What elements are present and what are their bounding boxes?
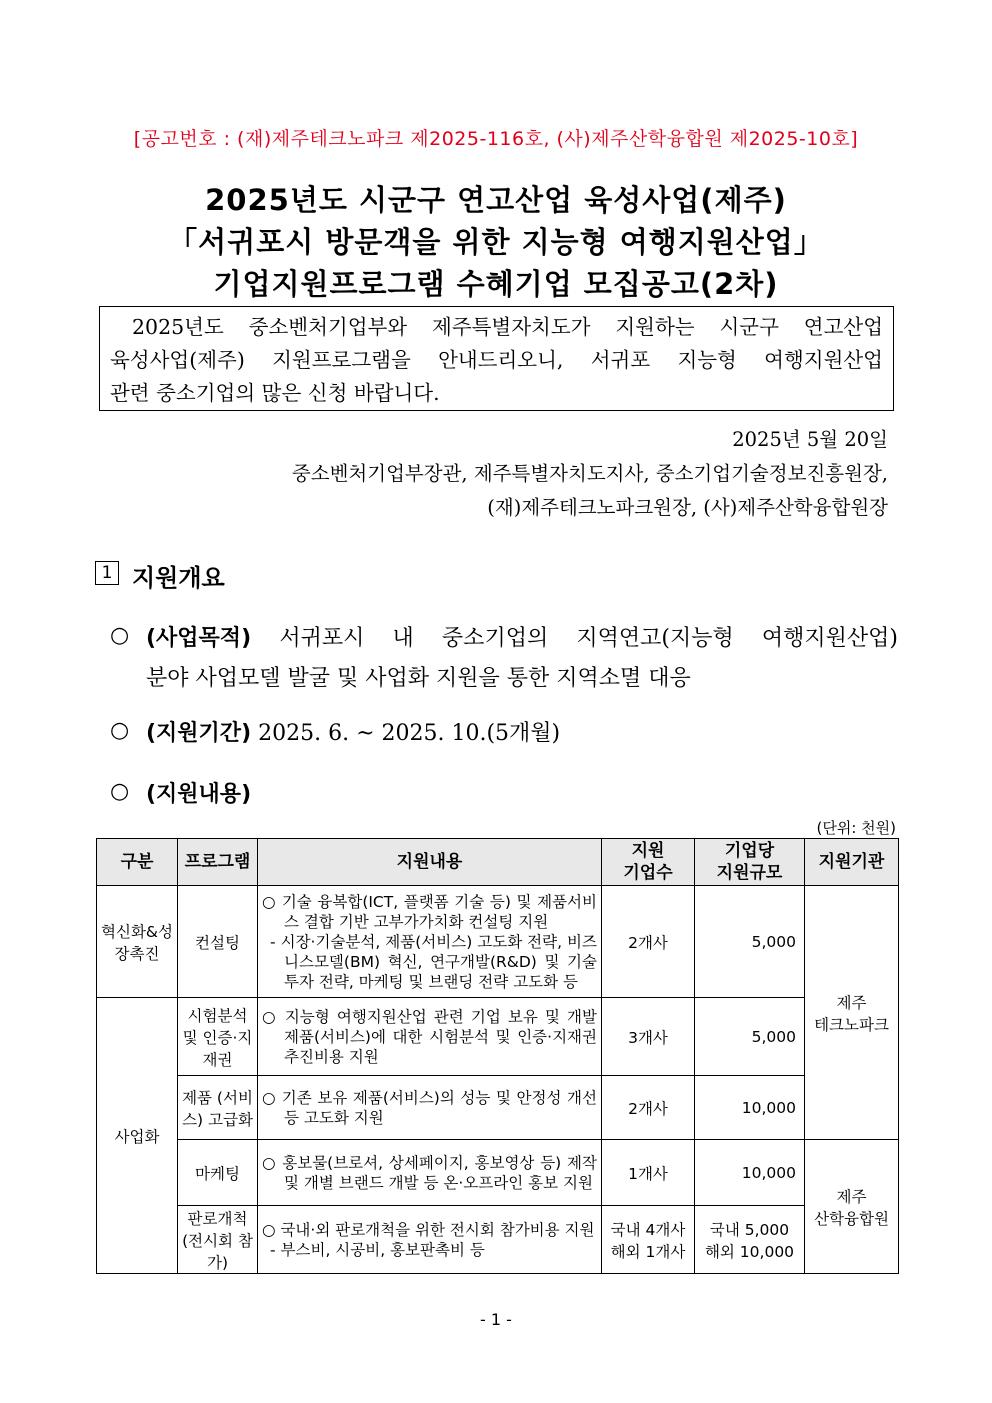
table-row bbox=[97, 998, 899, 1076]
content-cell bbox=[258, 886, 602, 998]
content-cell bbox=[258, 1206, 602, 1274]
table-header-row bbox=[97, 839, 899, 886]
content-subitem: - 시장·기술분석, 제품(서비스) 고도화 전략, 비즈니스모델(BM) 혁신, 연구개발(R&D) 및 기술투자 전략, 마케팅 및 브랜딩 전략 고도화 등 bbox=[270, 932, 597, 991]
scale-cell: 10,000 bbox=[695, 1140, 805, 1206]
category-innovation: 혁신화&성장촉진 bbox=[101, 922, 173, 963]
signatories-line-2: (재)제주테크노파크원장, (사)제주산학융합원장 bbox=[487, 496, 888, 519]
agency-cell-iuc bbox=[805, 1140, 899, 1274]
content-cell bbox=[258, 1140, 602, 1206]
table-row bbox=[97, 1076, 899, 1140]
table-row bbox=[97, 1140, 899, 1206]
unit-note: (단위: 천원) bbox=[816, 819, 896, 837]
count-cell: 2개사 bbox=[602, 1076, 695, 1140]
header-scale: 기업당 지원규모 bbox=[695, 839, 805, 886]
announcement-date: 2025년 5월 20일 bbox=[732, 428, 888, 451]
bullet-icon: ○ bbox=[110, 779, 130, 804]
content-item: ○ 기술 융복합(ICT, 플랫폼 기술 등) 및 제품서비스 결합 기반 고부가가치화 컨설팅 지원 bbox=[262, 892, 597, 931]
title-line-2: 「서귀포시 방문객을 위한 지능형 여행지원산업」 bbox=[168, 225, 824, 259]
signatories-line-1: 중소벤처기업부장관, 제주특별자치도지사, 중소기업기술정보진흥원장, bbox=[291, 462, 888, 485]
support-table bbox=[96, 838, 899, 1274]
agency-cell-tp bbox=[805, 886, 899, 1140]
purpose-label: (사업목적) bbox=[146, 626, 252, 651]
purpose-line-1 bbox=[146, 621, 898, 652]
category-commercial: 사업화 bbox=[114, 1127, 160, 1146]
agency-iuc: 제주 산학융합원 bbox=[814, 1187, 889, 1228]
table-row bbox=[97, 886, 899, 998]
program-cell: 시험분석 및 인증·지재권 bbox=[178, 998, 258, 1076]
notice-number: [공고번호 : (재)제주테크노파크 제2025-116호, (사)제주산학융합원 제2025-10호] bbox=[133, 128, 859, 150]
scale-cell: 국내 5,000 해외 10,000 bbox=[695, 1206, 805, 1274]
category-cell bbox=[97, 998, 178, 1274]
bullet-icon: ○ bbox=[110, 718, 130, 743]
header-content: 지원내용 bbox=[258, 839, 602, 886]
header-count: 지원 기업수 bbox=[602, 839, 695, 886]
content-item: ○ 국내·외 판로개척을 위한 전시회 참가비용 지원 bbox=[262, 1220, 595, 1239]
content-item: ○ 홍보물(브로셔, 상세페이지, 홍보영상 등) 제작 및 개별 브랜드 개발 등 온·오프라인 홍보 지원 bbox=[262, 1153, 597, 1192]
program-cell: 마케팅 bbox=[178, 1140, 258, 1206]
content-item: ○ 기존 보유 제품(서비스)의 성능 및 안정성 개선 등 고도화 지원 bbox=[262, 1088, 597, 1127]
purpose-line-2: 분야 사업모델 발굴 및 사업화 지원을 통한 지역소멸 대응 bbox=[146, 666, 691, 691]
purpose-text-1: 서귀포시 내 중소기업의 지역연고(지능형 여행지원산업) bbox=[279, 626, 898, 651]
table-row bbox=[97, 1206, 899, 1274]
scale-cell: 5,000 bbox=[695, 886, 805, 998]
title-line-3: 기업지원프로그램 수혜기업 모집공고(2차) bbox=[213, 267, 779, 301]
content-item: ○ 지능형 여행지원산업 관련 기업 보유 및 개발 제품(서비스)에 대한 시험분석 및 인증·지재권 추진비용 지원 bbox=[262, 1007, 597, 1066]
count-cell: 1개사 bbox=[602, 1140, 695, 1206]
section-number-box: 1 bbox=[95, 561, 119, 585]
bullet-icon: ○ bbox=[110, 623, 130, 648]
content-line bbox=[146, 777, 251, 808]
category-cell bbox=[97, 886, 178, 998]
header-category: 구분 bbox=[97, 839, 178, 886]
period-line bbox=[146, 716, 560, 747]
header-agency: 지원기관 bbox=[805, 839, 899, 886]
program-cell: 컨설팅 bbox=[178, 886, 258, 998]
scale-cell: 10,000 bbox=[695, 1076, 805, 1140]
intro-line-3: 관련 중소기업의 많은 신청 바랍니다. bbox=[110, 381, 440, 405]
section-title: 지원개요 bbox=[132, 564, 225, 592]
count-cell: 2개사 bbox=[602, 886, 695, 998]
intro-box bbox=[99, 306, 894, 411]
header-program: 프로그램 bbox=[178, 839, 258, 886]
content-subitem: - 부스비, 시공비, 홍보판촉비 등 bbox=[270, 1240, 485, 1259]
scale-cell: 5,000 bbox=[695, 998, 805, 1076]
title-line-1: 2025년도 시군구 연고산업 육성사업(제주) bbox=[205, 183, 787, 217]
period-label: (지원기간) bbox=[146, 721, 252, 746]
program-cell: 제품 (서비스) 고급화 bbox=[178, 1076, 258, 1140]
count-cell: 국내 4개사 해외 1개사 bbox=[602, 1206, 695, 1274]
intro-line-2: 육성사업(제주) 지원프로그램을 안내드리오니, 서귀포 지능형 여행지원산업 bbox=[110, 348, 883, 372]
content-cell bbox=[258, 1076, 602, 1140]
content-cell bbox=[258, 998, 602, 1076]
program-cell: 판로개척 (전시회 참가) bbox=[178, 1206, 258, 1274]
page-number: - 1 - bbox=[480, 1310, 512, 1329]
count-cell: 3개사 bbox=[602, 998, 695, 1076]
content-label: (지원내용) bbox=[146, 782, 252, 807]
period-value: 2025. 6. ~ 2025. 10.(5개월) bbox=[258, 721, 561, 746]
intro-line-1: 2025년도 중소벤처기업부와 제주특별자치도가 지원하는 시군구 연고산업 bbox=[132, 315, 883, 339]
agency-tp: 제주 테크노파크 bbox=[814, 993, 889, 1034]
